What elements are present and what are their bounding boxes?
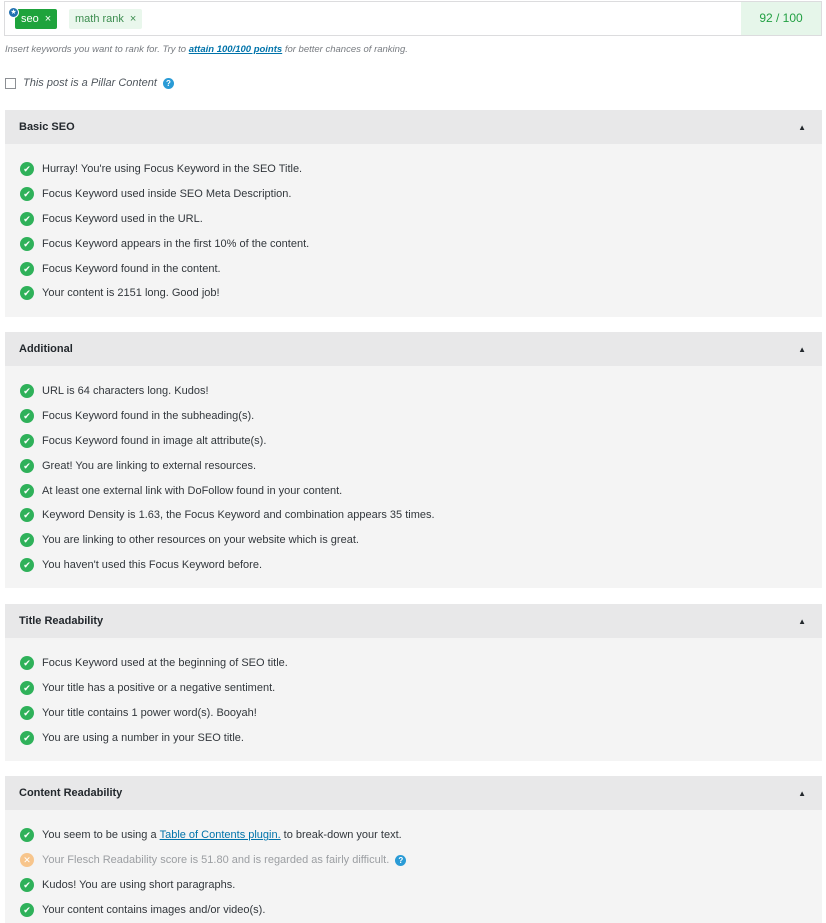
collapse-caret-icon[interactable]: ▲ bbox=[798, 122, 806, 132]
check-icon: ✔ bbox=[20, 237, 34, 251]
check-item: ✔ Focus Keyword used in the URL. bbox=[5, 207, 822, 232]
pillar-content-checkbox[interactable] bbox=[5, 78, 16, 89]
check-icon: ✔ bbox=[20, 459, 34, 473]
pillar-content-option[interactable] bbox=[5, 77, 174, 89]
check-icon: ✔ bbox=[20, 878, 34, 892]
panel-basic-seo bbox=[5, 110, 822, 317]
collapse-caret-icon[interactable]: ▲ bbox=[798, 344, 806, 354]
check-item: ✔ Great! You are linking to external resources. bbox=[5, 453, 822, 478]
attain-points-link[interactable]: attain 100/100 points bbox=[188, 44, 283, 55]
check-item: ✔ Keyword Density is 1.63, the Focus Keyword and combination appears 35 times. bbox=[5, 503, 822, 528]
panel-title-readability bbox=[5, 604, 822, 761]
primary-keyword-pin-icon: ★ bbox=[8, 7, 19, 18]
remove-tag-icon[interactable]: × bbox=[129, 13, 137, 25]
warning-item: ✕ Your Flesch Readability score is 51.80 and is regarded as fairly difficult. ? bbox=[5, 848, 822, 873]
check-item: ✔ Focus Keyword found in the content. bbox=[5, 256, 822, 281]
collapse-caret-icon[interactable]: ▲ bbox=[798, 788, 806, 798]
check-item: ✔ You are using a number in your SEO title. bbox=[5, 725, 822, 750]
panel-title: Additional bbox=[19, 343, 73, 355]
help-icon[interactable]: ? bbox=[395, 855, 406, 866]
panel-title: Title Readability bbox=[19, 615, 104, 627]
collapse-caret-icon[interactable]: ▲ bbox=[798, 616, 806, 626]
keyword-tag-primary[interactable] bbox=[15, 9, 57, 29]
panel-header[interactable] bbox=[5, 604, 822, 638]
panel-header[interactable] bbox=[5, 776, 822, 810]
check-item: ✔ Focus Keyword used inside SEO Meta Description. bbox=[5, 182, 822, 207]
check-icon: ✔ bbox=[20, 731, 34, 745]
check-item: ✔ Kudos! You are using short paragraphs. bbox=[5, 873, 822, 898]
check-icon: ✔ bbox=[20, 212, 34, 226]
panel-header[interactable] bbox=[5, 110, 822, 144]
check-item: ✔ Your content contains images and/or video(s). bbox=[5, 897, 822, 922]
check-icon: ✔ bbox=[20, 533, 34, 547]
panel-content-readability bbox=[5, 776, 822, 923]
check-icon: ✔ bbox=[20, 409, 34, 423]
check-icon: ✔ bbox=[20, 162, 34, 176]
check-icon: ✔ bbox=[20, 187, 34, 201]
check-item: ✔ Your title contains 1 power word(s). Booyah! bbox=[5, 701, 822, 726]
check-item: ✔ Hurray! You're using Focus Keyword in the SEO Title. bbox=[5, 157, 822, 182]
check-icon: ✔ bbox=[20, 508, 34, 522]
check-icon: ✔ bbox=[20, 706, 34, 720]
seo-score-badge: 92 / 100 bbox=[741, 2, 821, 35]
check-icon: ✔ bbox=[20, 828, 34, 842]
pillar-content-label: This post is a Pillar Content bbox=[23, 77, 157, 89]
keyword-tag-secondary[interactable] bbox=[69, 9, 142, 29]
remove-tag-icon[interactable]: × bbox=[44, 13, 52, 25]
check-item: ✔ At least one external link with DoFollow found in your content. bbox=[5, 478, 822, 503]
check-item: ✔ Focus Keyword used at the beginning of SEO title. bbox=[5, 651, 822, 676]
check-item: ✔ You haven't used this Focus Keyword before. bbox=[5, 553, 822, 578]
keyword-tag-label: math rank bbox=[75, 13, 124, 25]
check-item: ✔ You seem to be using a Table of Contents plugin. to break-down your text. bbox=[5, 823, 822, 848]
check-icon: ✔ bbox=[20, 656, 34, 670]
check-icon: ✔ bbox=[20, 681, 34, 695]
check-item: ✔ URL is 64 characters long. Kudos! bbox=[5, 379, 822, 404]
check-item: ✔ Focus Keyword found in image alt attribute(s). bbox=[5, 429, 822, 454]
check-icon: ✔ bbox=[20, 484, 34, 498]
check-item: ✔ Focus Keyword found in the subheading(s). bbox=[5, 404, 822, 429]
panel-header[interactable] bbox=[5, 332, 822, 366]
check-icon: ✔ bbox=[20, 262, 34, 276]
keyword-hint: Insert keywords you want to rank for. Try to attain 100/100 points for better chances of ranking. bbox=[5, 44, 408, 55]
panel-additional bbox=[5, 332, 822, 588]
check-item: ✔ Your content is 2151 long. Good job! bbox=[5, 281, 822, 306]
check-item: ✔ You are linking to other resources on your website which is great. bbox=[5, 528, 822, 553]
check-icon: ✔ bbox=[20, 434, 34, 448]
help-icon[interactable]: ? bbox=[163, 78, 174, 89]
panel-title: Content Readability bbox=[19, 787, 123, 799]
panel-title: Basic SEO bbox=[19, 121, 75, 133]
check-icon: ✔ bbox=[20, 903, 34, 917]
check-item: ✔ Your title has a positive or a negative sentiment. bbox=[5, 676, 822, 701]
cross-icon: ✕ bbox=[20, 853, 34, 867]
keyword-tag-label: seo bbox=[21, 13, 39, 25]
focus-keyword-input[interactable] bbox=[4, 1, 822, 36]
check-item: ✔ Focus Keyword appears in the first 10% of the content. bbox=[5, 231, 822, 256]
table-of-contents-plugin-link[interactable]: Table of Contents plugin. bbox=[159, 829, 281, 842]
check-icon: ✔ bbox=[20, 558, 34, 572]
check-icon: ✔ bbox=[20, 286, 34, 300]
check-icon: ✔ bbox=[20, 384, 34, 398]
